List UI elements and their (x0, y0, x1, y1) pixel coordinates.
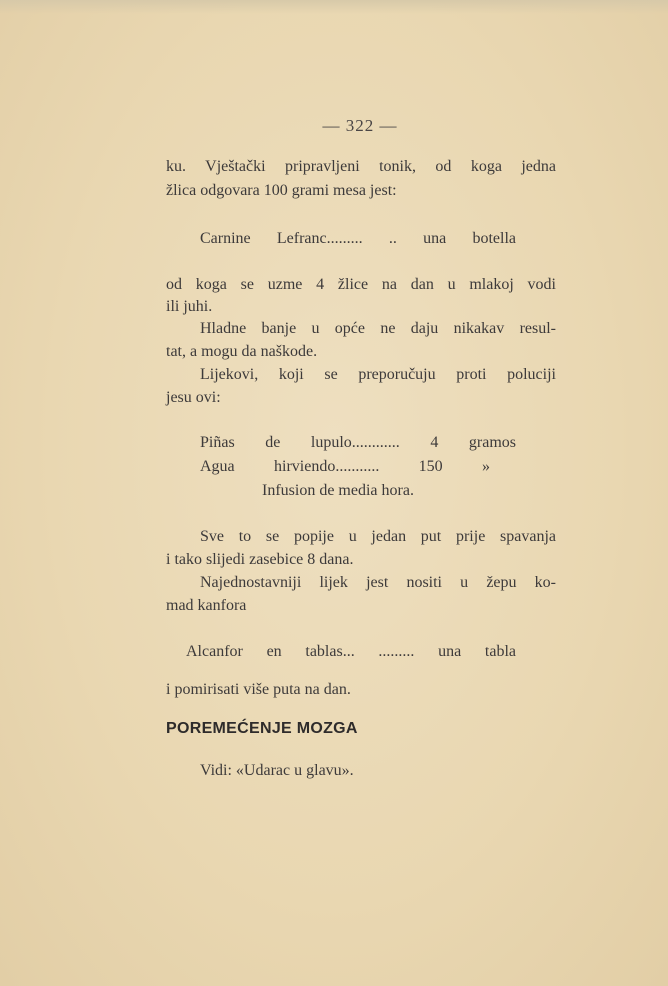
recipe-line: Carnine Lefranc......... .. una botella (200, 230, 516, 247)
text-line: mad kanfora (166, 597, 247, 614)
text-line: Sve to se popije u jedan put prije spavanja (200, 528, 556, 545)
recipe-line: Piñas de lupulo............ 4 gramos (200, 434, 516, 451)
recipe-line: Alcanfor en tablas... ......... una tabla (186, 643, 516, 660)
text-line: Najednostavniji lijek jest nositi u žepu ko- (200, 574, 556, 591)
text-line: Vidi: «Udarac u glavu». (200, 762, 354, 779)
text-line: od koga se uzme 4 žlice na dan u mlakoj vodi (166, 276, 556, 293)
recipe-line: Agua hirviendo........... 150 » (200, 458, 490, 475)
text-line: i tako slijedi zasebice 8 dana. (166, 551, 354, 568)
page-edge-shadow (0, 0, 668, 14)
text-line: žlica odgovara 100 grami mesa jest: (166, 182, 397, 199)
text-line: Lijekovi, koji se preporučuju proti poluciji (200, 366, 556, 383)
text-line: Hladne banje u opće ne daju nikakav resul- (200, 320, 556, 337)
section-heading: POREMEĆENJE MOZGA (166, 720, 358, 737)
text-line: i pomirisati više puta na dan. (166, 681, 351, 698)
text-line: jesu ovi: (166, 389, 221, 406)
text-line: ku. Vještački pripravljeni tonik, od koga jedna (166, 158, 556, 175)
text-line: ili juhi. (166, 298, 213, 315)
page-number: — 322 — (322, 116, 398, 135)
text-line: tat, a mogu da naškode. (166, 343, 318, 360)
recipe-line: Infusion de media hora. (262, 482, 414, 499)
